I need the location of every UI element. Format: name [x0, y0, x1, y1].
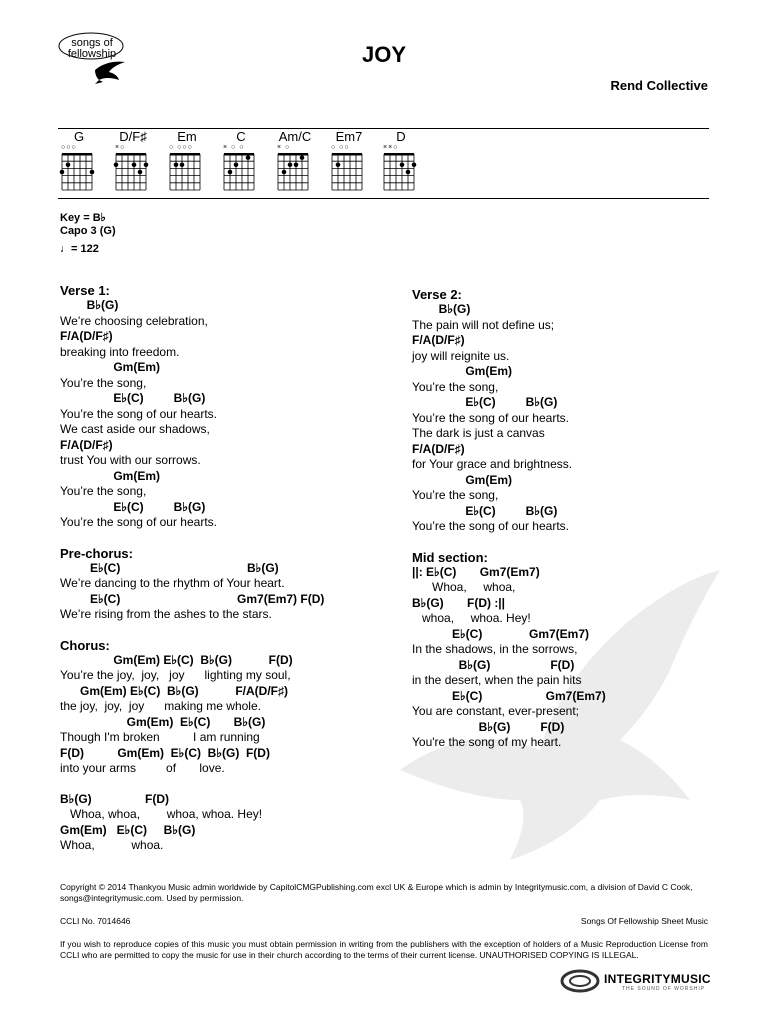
chord-line: B♭(G) F(D) :||	[412, 595, 506, 610]
chord-string-marks: ×○	[115, 144, 126, 151]
tempo-label: ♩= 122	[60, 243, 99, 255]
finger-dot	[336, 163, 341, 168]
chord-line: F/A(D/F♯)	[412, 441, 465, 456]
chord-line: Gm(Em) E♭(C) B♭(G)	[60, 822, 196, 837]
finger-dot	[294, 163, 299, 168]
lyric-line: We’re choosing celebration,	[60, 313, 208, 328]
lyric-line: You are constant, ever-present;	[412, 704, 579, 718]
finger-dot	[300, 155, 305, 160]
lyric-line: Though I'm broken I am running	[60, 730, 260, 744]
chord-line: Gm(Em)	[412, 472, 513, 487]
brand-tagline: THE SOUND OF WORSHIP	[622, 986, 706, 992]
section-gap	[60, 777, 390, 792]
finger-dot	[138, 170, 143, 175]
lyric-line: trust You with our sorrows.	[60, 453, 201, 467]
chord-line: B♭(G) F(D)	[412, 657, 575, 672]
fretboard-grid	[59, 152, 95, 192]
lyric-line: You’re the song of our hearts.	[60, 515, 217, 529]
brand-name: INTEGRITYMUSIC	[604, 972, 711, 986]
chord-line: Gm(Em)	[412, 364, 513, 378]
chord-line: B♭(G)	[60, 298, 119, 312]
chord-name: Am/C	[278, 129, 312, 144]
integrity-swirl-icon	[560, 968, 600, 994]
lyric-line: The dark is just a canvas	[412, 426, 545, 440]
lyric-line: You’re the song of our hearts.	[412, 519, 569, 533]
fretboard-grid	[113, 152, 149, 192]
chord-line: Gm(Em) E♭(C) B♭(G) F/A(D/F♯)	[60, 683, 288, 698]
chord-line: F(D) Gm(Em) E♭(C) B♭(G) F(D)	[60, 745, 270, 760]
lyric-line: the joy, joy, joy making me whole.	[60, 699, 261, 713]
finger-dot	[60, 170, 65, 175]
chord-string-marks: × ○ ○	[223, 144, 245, 151]
lyric-line: whoa, whoa. Hey!	[412, 611, 531, 625]
chord-line: F/A(D/F♯)	[60, 437, 113, 452]
lyric-line: Whoa, whoa, whoa, whoa. Hey!	[60, 807, 263, 821]
chords-divider	[58, 198, 709, 199]
lyric-line: for Your grace and brightness.	[412, 457, 573, 471]
top-divider	[58, 128, 709, 129]
chord-string-marks: ××○	[383, 144, 399, 151]
chord-diagram	[381, 130, 421, 197]
chord-line: Gm(Em) E♭(C) B♭(G) F(D)	[60, 652, 293, 667]
chord-line: E♭(C) B♭(G)	[412, 503, 558, 518]
lyric-line: We’re dancing to the rhythm of Your heart.	[60, 576, 285, 590]
fretboard-grid	[167, 152, 203, 192]
finger-dot	[282, 170, 287, 175]
lyric-line: You’re the song of our hearts.	[60, 406, 217, 421]
chord-diagram	[59, 130, 99, 197]
lyric-line: In the shadows, in the sorrows,	[412, 642, 578, 656]
chord-name: D	[396, 129, 406, 144]
lyric-line: We cast aside our shadows,	[60, 422, 210, 436]
section-heading: Verse 2:	[412, 287, 462, 302]
section-heading: Chorus:	[60, 637, 110, 653]
finger-dot	[66, 163, 71, 168]
chord-line: E♭(C) B♭(G)	[60, 391, 206, 405]
chord-line: F/A(D/F♯)	[412, 333, 465, 347]
fretboard-grid	[381, 152, 417, 192]
finger-dot	[400, 163, 405, 168]
section-heading: Mid section:	[412, 549, 488, 565]
copyright-text: Copyright © 2014 Thankyou Music admin worldwide by CapitolCMGPublishing.com excl UK & Europe which is admin by Integritymusic.com, a division of David C Cook, songs@integritymusic.com. Used by permission.	[60, 882, 693, 903]
artist-name: Rend Collective	[610, 78, 708, 93]
chord-string-marks: ○ ○○○	[169, 144, 193, 151]
chord-name: Em7	[335, 129, 363, 144]
chord-diagram	[275, 130, 315, 197]
lyric-line: in the desert, when the pain hits	[412, 673, 582, 687]
lyric-line: You’re the song,	[60, 375, 147, 390]
finger-dot	[412, 163, 417, 168]
lyric-line: Whoa, whoa,	[412, 580, 516, 594]
song-title: JOY	[361, 42, 407, 67]
lyric-line: into your arms of love.	[60, 761, 225, 775]
lyric-line: You’re the joy, joy, joy lighting my soul,	[60, 668, 291, 682]
lyric-line: You’re the song,	[60, 484, 147, 498]
ccli-number: CCLI No. 7014646	[60, 916, 131, 926]
left-lyrics-column	[60, 283, 390, 854]
fretboard-grid	[221, 152, 257, 192]
finger-dot	[180, 163, 185, 168]
lyric-line: The pain will not define us;	[412, 317, 555, 332]
lyric-line: We’re rising from the ashes to the stars.	[60, 607, 272, 621]
finger-dot	[114, 163, 119, 168]
finger-dot	[406, 170, 411, 175]
finger-dot	[228, 170, 233, 175]
fretboard-grid	[275, 152, 311, 192]
lyric-line: You’re the song,	[412, 488, 499, 502]
lyric-line: Whoa, whoa.	[60, 838, 164, 852]
chord-line: F/A(D/F♯)	[60, 329, 113, 343]
license-text: If you wish to reproduce copies of this music you must obtain permission in writing from the publishers with the exception of holders of a Music Reproduction License from CCLI who are permitted to copy the music for use in their church according to the terms of their current license. UNAUTHORISED COPYING IS ILLEGAL.	[60, 939, 708, 960]
chord-name: D/F♯	[119, 129, 147, 144]
integrity-music-logo	[560, 968, 710, 998]
chord-line: E♭(C) Gm7(Em7)	[412, 688, 606, 703]
chord-line: B♭(G) F(D)	[60, 791, 169, 806]
section-gap	[412, 535, 722, 550]
finger-dot	[234, 163, 239, 168]
lyric-line: joy will reignite us.	[412, 348, 510, 363]
chord-line: E♭(C) B♭(G)	[60, 499, 206, 514]
logo-text: songs of fellowship	[67, 37, 117, 60]
chord-line: B♭(G) F(D)	[412, 719, 565, 734]
chord-line: ||: E♭(C) Gm7(Em7)	[412, 564, 540, 579]
lyric-line: You’re the song of our hearts.	[412, 410, 569, 425]
section-gap	[60, 531, 390, 546]
section-gap	[60, 623, 390, 638]
lyric-line: breaking into freedom.	[60, 344, 180, 359]
right-lyrics-column	[412, 287, 722, 751]
chord-string-marks: ○ ○○	[331, 144, 350, 151]
series-label: Songs Of Fellowship Sheet Music	[580, 916, 708, 926]
fretboard-grid	[329, 152, 365, 192]
chord-line: Gm(Em)	[60, 468, 161, 483]
finger-dot	[246, 155, 251, 160]
chord-line: B♭(G)	[412, 302, 471, 316]
chord-diagram	[221, 130, 261, 197]
finger-dot	[174, 163, 179, 168]
chord-string-marks: ○○○	[61, 144, 77, 151]
chord-line: E♭(C) B♭(G)	[412, 395, 558, 409]
chord-diagram	[329, 130, 369, 197]
section-heading: Verse 1:	[60, 283, 110, 298]
finger-dot	[144, 163, 149, 168]
chord-diagram	[167, 130, 207, 197]
lyric-line: You're the song of my heart.	[412, 735, 562, 749]
finger-dot	[132, 163, 137, 168]
section-heading: Pre-chorus:	[60, 545, 133, 561]
finger-dot	[288, 163, 293, 168]
chord-diagram	[113, 130, 153, 197]
chord-name: Em	[177, 129, 197, 144]
chord-line: Gm(Em)	[60, 360, 161, 374]
chord-line: E♭(C) B♭(G)	[60, 560, 279, 575]
capo-label: Capo 3 (G)	[60, 225, 116, 237]
chord-line: Gm(Em) E♭(C) B♭(G)	[60, 714, 266, 729]
key-label: Key = B♭	[60, 212, 106, 224]
lyric-line: You’re the song,	[412, 379, 499, 394]
finger-dot	[90, 170, 95, 175]
chord-name: C	[236, 129, 246, 144]
chord-line: E♭(C) Gm7(Em7)	[412, 626, 590, 641]
chord-line: E♭(C) Gm7(Em7) F(D)	[60, 591, 325, 606]
chord-string-marks: × ○	[277, 144, 291, 151]
chord-name: G	[73, 129, 85, 144]
